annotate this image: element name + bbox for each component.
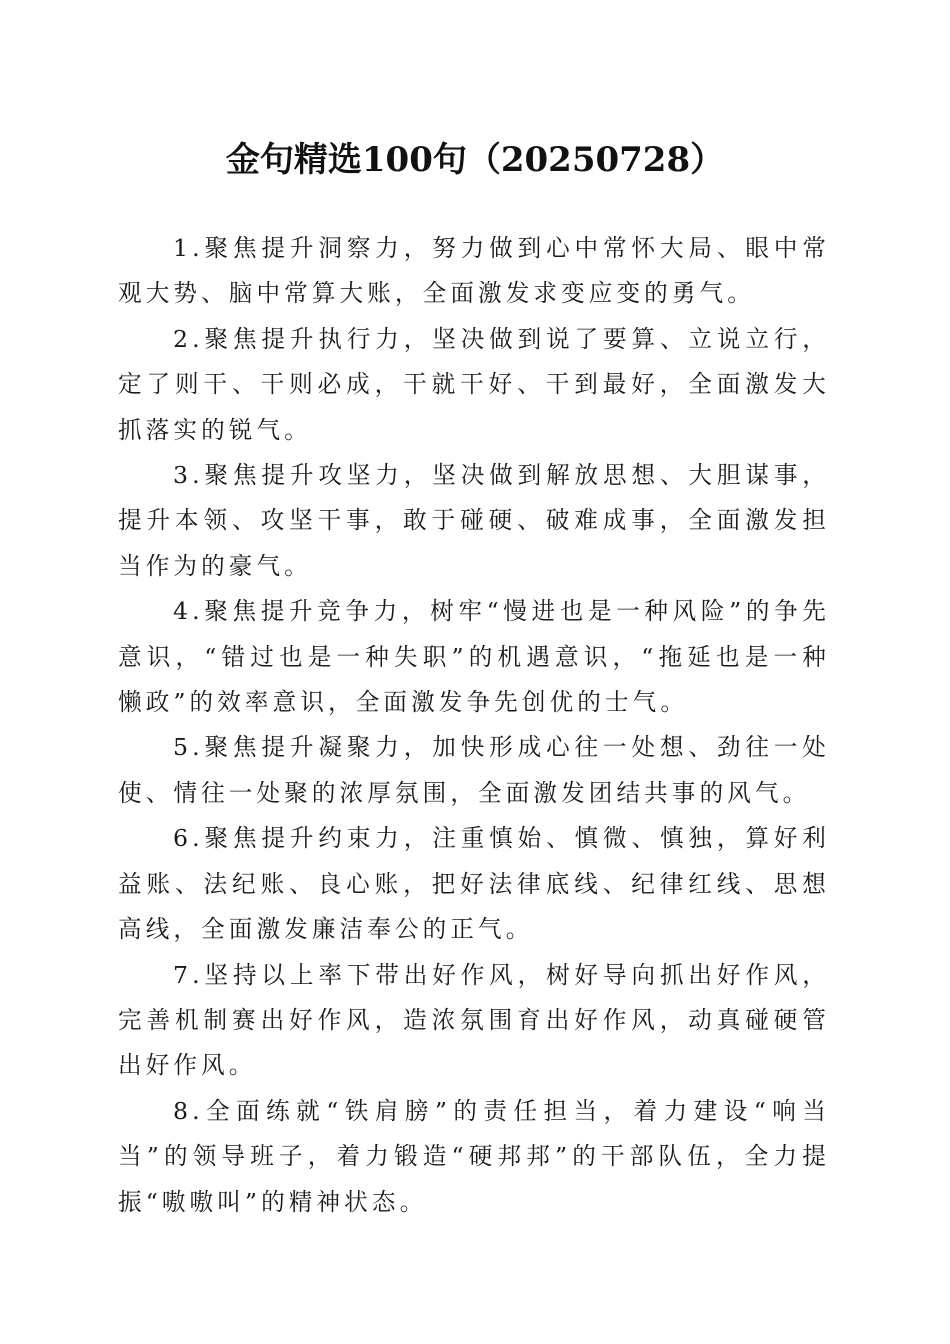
paragraph-6: 6.聚焦提升约束力，注重慎始、慎微、慎独，算好利益账、法纪账、良心账，把好法律底线、纪律红线、思想高线，全面激发廉洁奉公的正气。 [118,824,830,944]
paragraph-3: 3.聚焦提升攻坚力，坚决做到解放思想、大胆谋事，提升本领、攻坚干事，敢于碰硬、破难成事，全面激发担当作为的豪气。 [118,461,830,580]
paragraph-1: 1.聚焦提升洞察力，努力做到心中常怀大局、眼中常观大势、脑中常算大账，全面激发求变应变的勇气。 [118,234,830,308]
document-body [118,226,830,1225]
document-title: 金句精选100句（20250728） [225,140,725,180]
paragraph-4: 4.聚焦提升竞争力，树牢“慢进也是一种风险”的争先意识，“错过也是一种失职”的机遇意识，“拖延也是一种懒政”的效率意识，全面激发争先创优的士气。 [118,597,830,717]
paragraph-8: 8.全面练就“铁肩膀”的责任担当，着力建设“响当当”的领导班子，着力锻造“硬邦邦”的干部队伍，全力提振“嗷嗷叫”的精神状态。 [118,1096,830,1216]
paragraph-5: 5.聚焦提升凝聚力，加快形成心往一处想、劲往一处使、情往一处聚的浓厚氛围，全面激发团结共事的风气。 [118,733,830,807]
paragraph-7: 7.坚持以上率下带出好作风，树好导向抓出好作风，完善机制赛出好作风，造浓氛围育出好作风，动真碰硬管出好作风。 [118,960,830,1080]
paragraph-2: 2.聚焦提升执行力，坚决做到说了要算、立说立行，定了则干、干则必成，干就干好、干到最好，全面激发大抓落实的锐气。 [118,324,830,444]
